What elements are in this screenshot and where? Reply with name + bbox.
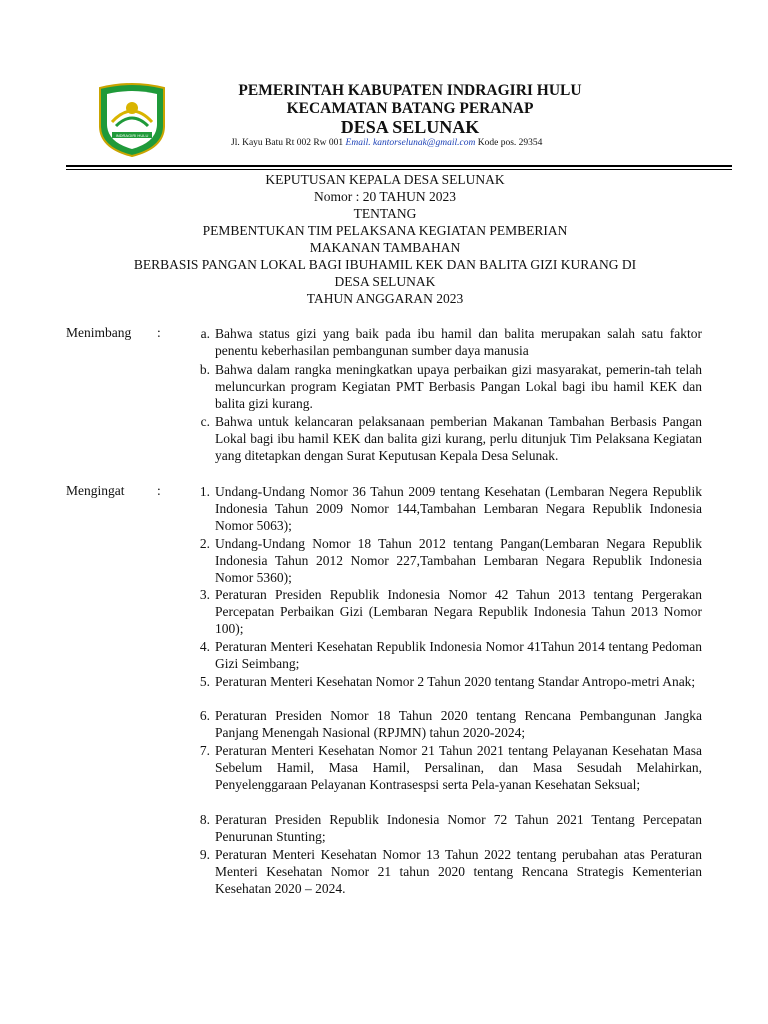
logo-text: INDRAGIRI HULU — [115, 133, 149, 138]
decree-title: KEPUTUSAN KEPALA DESA SELUNAK — [265, 172, 505, 187]
item-text: Peraturan Presiden Republik Indonesia Nomor 42 Tahun 2013 tentang Pergerakan Percepatan Perbaikan Gizi (Lembaran Negara Republik Indonesia Tahun 2013 Nomor 100); — [215, 587, 702, 636]
decree-fiscal-year: TAHUN ANGGARAN 2023 — [306, 291, 464, 306]
mengingat-item — [186, 707, 702, 741]
item-marker: c. — [200, 414, 210, 429]
item-marker: 6. — [199, 708, 210, 723]
mengingat-item — [186, 483, 702, 534]
item-text: Peraturan Presiden Nomor 18 Tahun 2020 tentang Rencana Pembangunan Jangka Panjang Menengah Nasional (RPJMN) tahun 2020-2024; — [215, 708, 702, 740]
item-text: Peraturan Menteri Kesehatan Nomor 2 Tahun 2020 tentang Standar Antropo-metri Anak; — [215, 674, 696, 689]
item-marker: 9. — [199, 847, 210, 862]
item-text: Undang-Undang Nomor 18 Tahun 2012 tentang Pangan(Lembaran Negara Republik Indonesia Tahun 2012 Nomor 227,Tambahan Lembaran Negara Republik Indonesia Nomor 5360); — [215, 536, 702, 585]
mengingat-colon: : — [157, 483, 161, 498]
item-marker: 1. — [199, 484, 210, 499]
menimbang-item — [186, 413, 702, 464]
decree-number: Nomor : 20 TAHUN 2023 — [314, 189, 456, 204]
mengingat-item — [186, 673, 702, 690]
mengingat-item — [186, 586, 702, 637]
address-postal: Kode pos. 29354 — [477, 138, 543, 148]
item-marker: b. — [199, 362, 210, 377]
mengingat-item — [186, 846, 702, 897]
item-marker: a. — [200, 326, 210, 341]
item-marker: 3. — [199, 587, 210, 602]
header-line-village: DESA SELUNAK — [340, 117, 480, 137]
item-marker: 2. — [199, 536, 210, 551]
mengingat-item — [186, 638, 702, 672]
mengingat-item — [186, 811, 702, 845]
riau-regency-shield-logo-icon — [96, 82, 168, 158]
item-text: Bahwa untuk kelancaran pelaksanaan pemberian Makanan Tambahan Berbasis Pangan Lokal bagi ibu hamil KEK dan balita gizi kurang, perlu ditunjuk Tim Pelaksana Kegiatan yang ditetapkan dengan Surat Keputusan Kepala Desa Selunak. — [215, 414, 702, 463]
decree-subject-2: MAKANAN TAMBAHAN — [309, 240, 461, 255]
item-text: Undang-Undang Nomor 36 Tahun 2009 tentang Kesehatan (Lembaran Negera Republik Indonesia Tahun 2009 Nomor 144,Tambahan Lembaran Negara Republik Indonesia Nomor 5063); — [215, 484, 702, 533]
header-line-district: KECAMATAN BATANG PERANAP — [286, 100, 534, 117]
item-marker: 7. — [199, 743, 210, 758]
menimbang-colon: : — [157, 325, 161, 340]
item-text: Peraturan Menteri Kesehatan Nomor 21 Tahun 2021 tentang Pelayanan Kesehatan Masa Sebelum Hamil, Masa Hamil, Persalinan, dan Masa Sesudah Melahirkan, Penyelenggaraan Pelayanan Kontrasespsi serta Pela-yanan Kesehatan Seksual; — [215, 743, 702, 792]
decree-tentang: TENTANG — [353, 206, 417, 221]
menimbang-label: Menimbang — [66, 325, 132, 340]
mengingat-label: Mengingat — [66, 483, 125, 498]
decree-subject-3: BERBASIS PANGAN LOKAL BAGI IBUHAMIL KEK DAN BALITA GIZI KURANG DI — [133, 257, 637, 272]
menimbang-item — [186, 325, 702, 359]
item-text: Peraturan Presiden Republik Indonesia Nomor 72 Tahun 2021 Tentang Percepatan Penurunan Stunting; — [215, 812, 702, 844]
decree-subject-1: PEMBENTUKAN TIM PELAKSANA KEGIATAN PEMBERIAN — [202, 223, 568, 238]
item-text: Bahwa dalam rangka meningkatkan upaya perbaikan gizi masyarakat, pemerin-tah telah meluncurkan program Kegiatan PMT Berbasis Pangan Lokal bagi ibu hamil KEK dan balita gizi kurang. — [215, 362, 702, 411]
decree-subject-4: DESA SELUNAK — [334, 274, 436, 289]
header-divider-thin — [66, 169, 732, 170]
menimbang-item — [186, 361, 702, 412]
mengingat-item — [186, 535, 702, 586]
address-email: Email. kantorselunak@gmail.com — [345, 138, 476, 148]
item-text: Peraturan Menteri Kesehatan Nomor 13 Tahun 2022 tentang perubahan atas Peraturan Menteri Kesehatan Nomor 21 tahun 2020 tentang Rencana Strategis Kementerian Kesehatan 2020 – 2024. — [215, 847, 702, 896]
header-address — [231, 138, 542, 148]
address-street: Jl. Kayu Batu Rt 002 Rw 001 — [231, 138, 344, 148]
item-text: Bahwa status gizi yang baik pada ibu hamil dan balita merupakan salah satu faktor penentu keberhasilan pembangunan sumber daya manusia — [215, 326, 702, 358]
header-line-regency: PEMERINTAH KABUPATEN INDRAGIRI HULU — [238, 82, 582, 99]
item-marker: 8. — [199, 812, 210, 827]
mengingat-item — [186, 742, 702, 793]
item-text: Peraturan Menteri Kesehatan Republik Indonesia Nomor 41Tahun 2014 tentang Pedoman Gizi Seimbang; — [215, 639, 702, 671]
header-divider-thick — [66, 165, 732, 167]
item-marker: 4. — [199, 639, 210, 654]
item-marker: 5. — [199, 674, 210, 689]
